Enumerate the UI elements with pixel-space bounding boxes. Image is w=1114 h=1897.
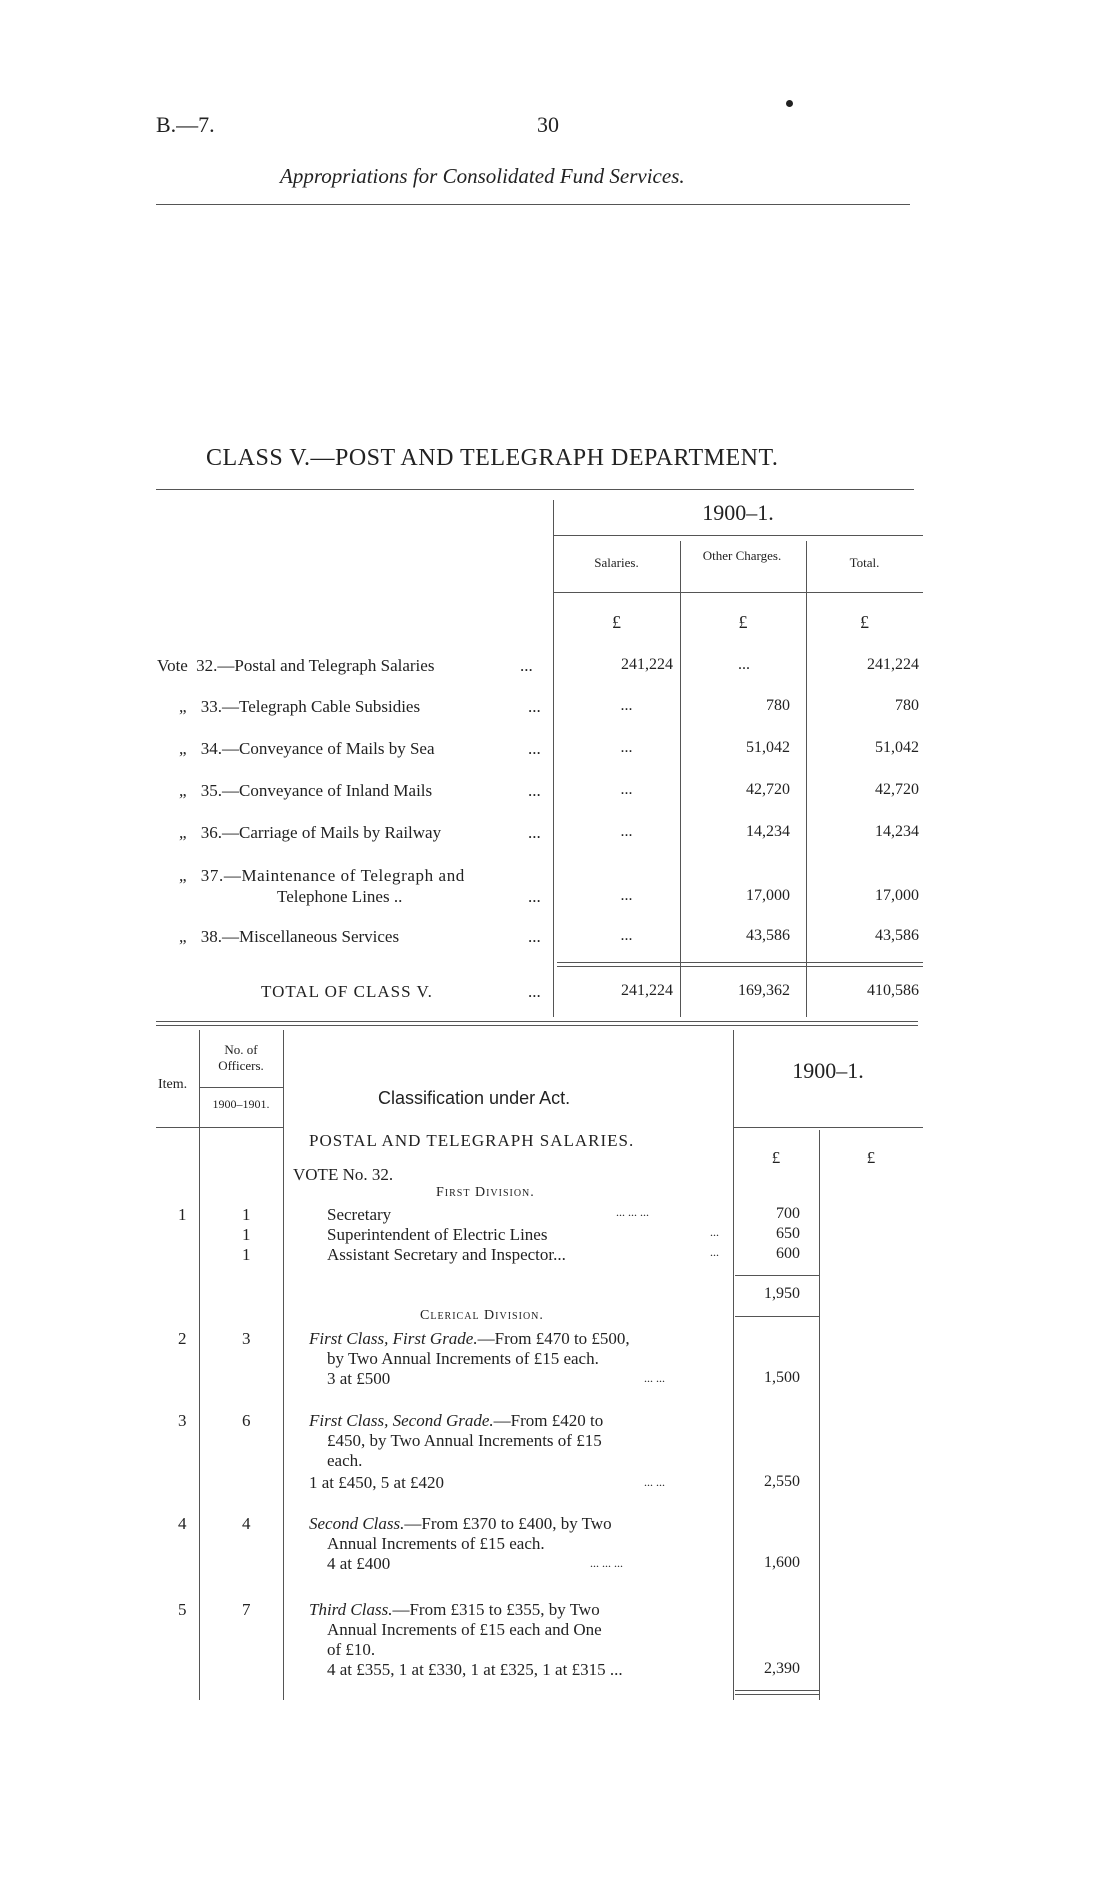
class-total-total: 410,586	[867, 982, 919, 999]
section-title: POSTAL AND TELEGRAPH SALARIES.	[309, 1131, 635, 1150]
row-dots: ... ...	[644, 1371, 665, 1385]
class-bottom-rule	[156, 1021, 918, 1022]
vote-dots: ...	[520, 656, 533, 675]
detail-header-rule-officers	[199, 1127, 283, 1128]
vote-label: 34.—Conveyance of Mails by Sea	[200, 739, 435, 758]
row-detail: 4 at £355, 1 at £330, 1 at £325, 1 at £315 ...	[327, 1660, 623, 1679]
row-amount: 600	[776, 1245, 800, 1262]
vote-dots: ...	[528, 781, 541, 800]
vote-prefix: „	[179, 823, 187, 842]
vote-dots: ...	[528, 823, 541, 842]
officers-header-rule	[199, 1087, 283, 1088]
col-header-officers: No. of Officers.	[218, 1042, 264, 1073]
row-amount: 2,390	[764, 1660, 800, 1677]
vote-salaries: ...	[620, 927, 633, 944]
vote-label: 37.—Maintenance of Telegraph and	[200, 866, 465, 885]
row-desc-3: of £10.	[327, 1640, 376, 1659]
row-grade: Third Class.	[309, 1600, 393, 1619]
vote-prefix: „	[179, 866, 187, 885]
vote-label: 35.—Conveyance of Inland Mails	[200, 781, 433, 800]
class-total-dots: ...	[528, 982, 541, 1001]
row-detail: 1 at £450, 5 at £420	[309, 1473, 445, 1492]
row-desc-3: each.	[327, 1451, 363, 1470]
vote-other: 42,720	[746, 781, 790, 798]
row-desc-2: by Two Annual Increments of £15 each.	[327, 1349, 599, 1368]
col-header-officers-year: 1900–1901.	[212, 1097, 270, 1111]
vote-row-32	[157, 656, 923, 680]
vote-other: 43,586	[746, 927, 790, 944]
row-amount: 1,600	[764, 1554, 800, 1571]
detail-header-rule-left	[156, 1127, 199, 1128]
class-total-other: 169,362	[738, 982, 790, 999]
vote-salaries: ...	[620, 823, 633, 840]
vote-total: 17,000	[875, 887, 919, 904]
row-dots: ... ... ...	[590, 1556, 623, 1570]
vote-total: 780	[895, 697, 919, 714]
vote-total: 43,586	[875, 927, 919, 944]
vote-prefix: „	[179, 781, 187, 800]
header-rule	[156, 204, 910, 205]
vote-row-33	[157, 697, 923, 721]
vote-other: ...	[738, 656, 750, 673]
first-division-row	[156, 1245, 816, 1265]
first-division-row	[156, 1225, 816, 1245]
row-grade: First Class, First Grade.	[309, 1329, 478, 1348]
row-dots: ... ...	[644, 1475, 665, 1489]
class-bottom-rule-2	[156, 1025, 918, 1026]
vote-other: 780	[766, 697, 790, 714]
first-division-subtotal: 1,950	[764, 1285, 800, 1302]
class-total-label: TOTAL OF CLASS V.	[261, 982, 433, 1001]
final-rule	[735, 1690, 819, 1691]
row-item: 3	[178, 1411, 187, 1430]
first-division-heading: First Division.	[436, 1185, 535, 1200]
row-officers: 1	[242, 1225, 251, 1244]
final-rule-2	[735, 1694, 819, 1695]
vote-prefix: „	[179, 697, 187, 716]
vote-prefix: „	[179, 927, 187, 946]
row-item: 4	[178, 1514, 187, 1533]
vote-salaries: 241,224	[621, 656, 673, 673]
vote-total: 241,224	[867, 656, 919, 673]
row-officers: 6	[242, 1411, 251, 1430]
row-label: Superintendent of Electric Lines	[327, 1225, 548, 1244]
currency-col-1: £	[771, 1148, 781, 1167]
vote-row-38	[157, 927, 923, 951]
vote-dots: ...	[528, 927, 541, 946]
subtotal-rule	[735, 1275, 819, 1276]
clerical-row	[156, 1514, 816, 1584]
row-label: Assistant Secretary and Inspector...	[327, 1245, 566, 1264]
vote-row-34	[157, 739, 923, 763]
row-amount: 1,500	[764, 1369, 800, 1386]
vote-prefix: „	[179, 739, 187, 758]
row-dots: ... ... ...	[616, 1205, 649, 1219]
row-item: 5	[178, 1600, 187, 1619]
col-header-classification: Classification under Act.	[378, 1088, 571, 1108]
vote-salaries: ...	[620, 697, 633, 714]
row-dots: ...	[710, 1225, 719, 1239]
currency-salaries: £	[612, 612, 621, 632]
row-detail: 3 at £500	[327, 1369, 391, 1388]
vote-label: 32.—Postal and Telegraph Salaries	[196, 656, 435, 675]
row-officers: 1	[242, 1245, 251, 1264]
col-header-salaries: Salaries.	[594, 555, 639, 570]
row-dots: ...	[710, 1245, 719, 1259]
class-year-header: 1900–1.	[702, 500, 774, 525]
class-title-rule	[156, 489, 914, 490]
row-desc-2: Annual Increments of £15 each.	[327, 1534, 545, 1553]
row-desc-1: —From £315 to £355, by Two	[392, 1600, 600, 1619]
row-label: Secretary	[327, 1205, 392, 1224]
row-desc-1: —From £470 to £500,	[477, 1329, 630, 1348]
row-amount: 700	[776, 1205, 800, 1222]
first-division-row	[156, 1205, 816, 1225]
col-header-item: Item.	[158, 1077, 188, 1092]
currency-other: £	[738, 612, 748, 632]
detail-header-rule-year	[733, 1127, 923, 1128]
class-year-rule	[553, 535, 923, 536]
page-number: 30	[537, 112, 559, 137]
clerical-row	[156, 1329, 816, 1399]
vote-other: 51,042	[746, 739, 790, 756]
vote-dots: ...	[528, 887, 541, 906]
row-officers: 1	[242, 1205, 251, 1224]
col-header-total: Total.	[849, 555, 880, 570]
class-title: CLASS V.—POST AND TELEGRAPH DEPARTMENT.	[206, 445, 779, 471]
vote-label: 38.—Miscellaneous Services	[200, 927, 400, 946]
class-total-row	[157, 982, 923, 1006]
vote-total: 42,720	[875, 781, 919, 798]
row-desc-1: —From £420 to	[493, 1411, 604, 1430]
vote-salaries: ...	[620, 887, 633, 904]
row-desc-1: —From £370 to £400, by Two	[404, 1514, 612, 1533]
row-detail: 4 at £400	[327, 1554, 391, 1573]
row-item: 2	[178, 1329, 187, 1348]
vote-dots: ...	[528, 739, 541, 758]
vote-label-continuation: Telephone Lines ..	[277, 887, 403, 906]
row-grade: Second Class.	[309, 1514, 405, 1533]
row-officers: 4	[242, 1514, 251, 1533]
total-top-rule	[557, 962, 923, 963]
currency-total: £	[860, 612, 869, 632]
row-amount: 650	[776, 1225, 800, 1242]
vote-label: 33.—Telegraph Cable Subsidies	[200, 697, 421, 716]
vote-row-37	[157, 866, 923, 912]
page-subtitle: Appropriations for Consolidated Fund Services.	[280, 164, 685, 188]
row-desc-2: £450, by Two Annual Increments of £15	[327, 1431, 602, 1450]
clerical-division-heading: Clerical Division.	[420, 1308, 544, 1323]
detail-col-divider-year	[819, 1130, 820, 1700]
row-desc-2: Annual Increments of £15 each and One	[327, 1620, 602, 1639]
col-header-other-charges: Other Charges.	[702, 548, 782, 563]
vote-row-36	[157, 823, 923, 847]
currency-col-2: £	[866, 1148, 876, 1167]
vote-salaries: ...	[620, 739, 633, 756]
total-top-rule-2	[557, 966, 923, 967]
vote-prefix: Vote	[157, 656, 188, 675]
vote-salaries: ...	[620, 781, 633, 798]
page-reference: B.—7.	[156, 112, 215, 137]
class-total-salaries: 241,224	[621, 982, 673, 999]
clerical-row	[156, 1411, 816, 1506]
row-officers: 7	[242, 1600, 251, 1619]
col-header-rule	[553, 592, 923, 593]
vote-dots: ...	[528, 697, 541, 716]
vote-other: 17,000	[746, 887, 790, 904]
vote-label: 36.—Carriage of Mails by Railway	[200, 823, 442, 842]
row-amount: 2,550	[764, 1473, 800, 1490]
vote-label: VOTE No. 32.	[293, 1165, 394, 1184]
clerical-row	[156, 1600, 816, 1695]
row-officers: 3	[242, 1329, 251, 1348]
col-header-year: 1900–1.	[792, 1058, 864, 1083]
vote-row-35	[157, 781, 923, 805]
vote-total: 51,042	[875, 739, 919, 756]
vote-total: 14,234	[875, 823, 919, 840]
vote-other: 14,234	[746, 823, 790, 840]
row-item: 1	[178, 1205, 187, 1224]
subtotal-rule-bottom	[735, 1316, 819, 1317]
mark-dot	[786, 100, 793, 107]
row-grade: First Class, Second Grade.	[309, 1411, 494, 1430]
